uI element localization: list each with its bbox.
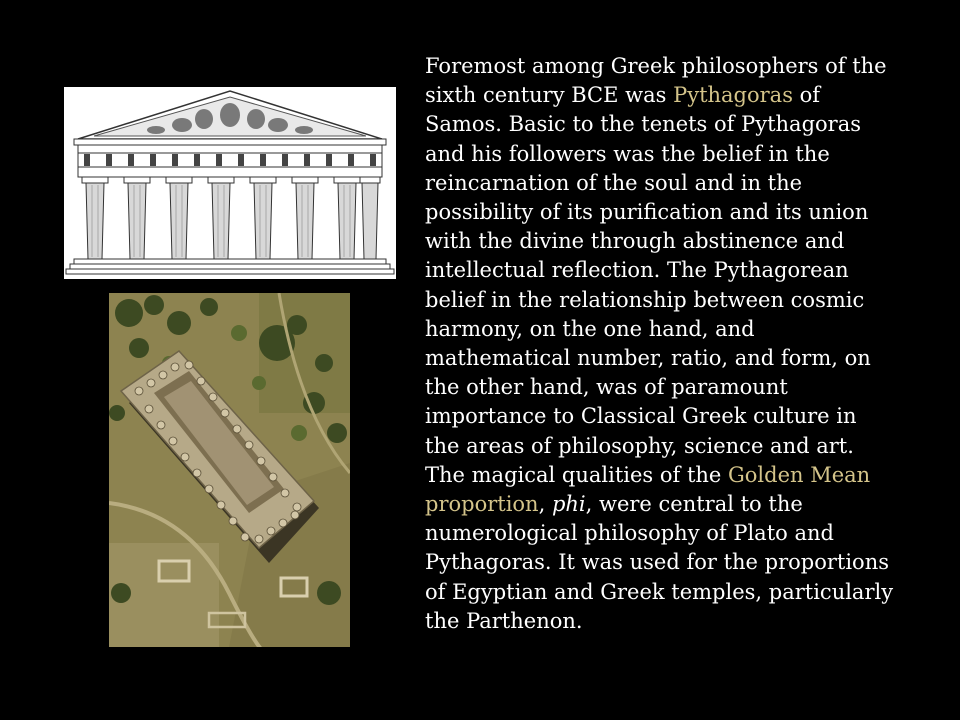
text-part-1: Foremost among Greek philosophers of the sixth century BCE was [425, 54, 887, 108]
body-paragraph [425, 52, 895, 636]
text-part-3: , [538, 492, 552, 517]
temple-elevation-image [64, 87, 396, 279]
highlight-golden-mean: Golden Mean proportion [425, 462, 871, 517]
text-part-4: , were central to the numerological philosophy of Plato and Pythagoras. It was used for the proportions of Egyptian and Greek temples, particularly the Parthenon. [425, 492, 894, 633]
text-part-2: of Samos. Basic to the tenets of Pythagoras and his followers was the belief in the reincarnation of the soul and in the possibility of its purification and its union with the divine through abstinence and intellectual reflection. The Pythagorean belief in the relationship between cosmic harmony, on the one hand, and mathematical number, ratio, and form, on the other hand, was of paramount importance to Classical Greek culture in the areas of philosophy, science and art. The magical qualities of the [425, 83, 871, 487]
highlight-pythagoras: Pythagoras [673, 83, 793, 108]
phi-term: phi [551, 492, 586, 517]
aerial-temple-photo [109, 293, 350, 647]
